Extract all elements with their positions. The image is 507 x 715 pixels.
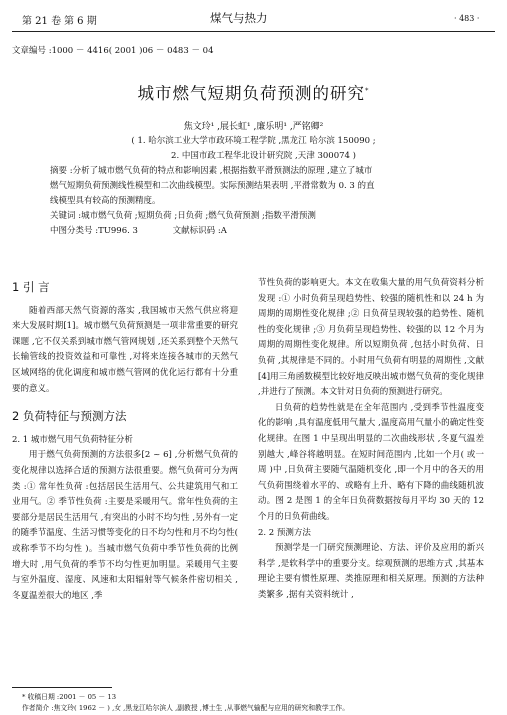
footnote-received: * 收稿日期 :2001 － 05 － 13 [22, 693, 117, 701]
abstract-line: 摘要 :分析了城市燃气负荷的特点和影响因素 ,根据指数平滑预测法的原理 ,建立了城市 [50, 166, 373, 176]
section-2-1-paragraph: 用于燃气负荷预测的方法很多[2 ~ 6] ,分析燃气负荷的变化规律以选择合适的预测方法很重要。燃气负荷可分为两类 :① 常年性负荷 :包括居民生活用气、公共建筑用气和工业用气。② 季节性负荷 :主要是采暖用气。常年性负荷的主要部分是居民生活用气 ,有突出的小时不均匀性 ,另外有一定的随季节温度、生活习惯等变化的日不均匀性和月不均匀性( 或称季节不均匀性 )。当城市燃气负荷中季节性负荷的比例增大时 ,用气负荷的季节不均匀性更加明显。采暖用气主要与室外温度、湿度、风速和太阳辐射等气候条件密切相关 ,冬夏温差很大的地区 ,季 [12, 450, 238, 601]
section-2-2-heading: 2. 2 预测方法 [258, 527, 311, 538]
title-mark: * [365, 86, 370, 95]
article-number: 文章编号 :1000 － 4416( 2001 )06 － 0483 － 04 [12, 46, 214, 56]
keywords: 关键词 :城市燃气负荷 ;短期负荷 ;日负荷 ;燃气负荷预测 ;指数平滑预测 [50, 211, 316, 221]
classification-line [50, 224, 470, 239]
abstract-block [50, 164, 470, 239]
right-paragraph-2: 日负荷的趋势性就是在全年范围内 ,受到季节性温度变化的影响 ,具有温度低用气量大 ,温度高用气量小的确定性变化规律。在图 1 中呈现出明显的二次曲线形状 ,冬夏气温差别越大 ,峰谷将越明显。在短时间范围内 ,比如一个月( 或一周 )中 ,日负荷主要随气温随机变化 ,即一个月中的各天的用气负荷围绕着水平的、或略有上升、略有下降的曲线随机波动。图 2 是图 1 的全年日负荷数据按每月平均 30 天的 12 个月的日负荷曲线。 [258, 402, 484, 522]
left-column [12, 276, 238, 604]
paper-title: 城市燃气短期负荷预测的研究* [137, 84, 370, 103]
footnote-rule [12, 687, 112, 688]
affiliation-2: 2. 中国市政工程华北设计研究院 ,天津 300074 ) [171, 151, 356, 161]
header-page: · 483 · [454, 14, 480, 23]
header-journal: 煤气与热力 [210, 11, 268, 25]
section-2-heading: 2 负荷特征与预测方法 [12, 409, 127, 424]
header-rule [12, 31, 495, 32]
footnote-author-bio: 作者简介 :焦文玲( 1962 － ) ,女 ,黑龙江哈尔滨人 ,副教授 ,博士生 ,从事燃气输配与应用的研究和教学工作。 [22, 704, 350, 712]
abstract-line: 燃气短期负荷预测线性模型和二次曲线模型。实际预测结果表明 ,平滑常数为 0. 3 的直 [50, 181, 375, 191]
affiliation-1: ( 1. 哈尔滨工业大学市政环境工程学院 ,黑龙江 哈尔滨 150090 ; [131, 136, 376, 146]
authors: 焦文玲¹ ,展长虹¹ ,廉乐明¹ ,严铭卿² [183, 122, 324, 132]
right-paragraph-3: 预测学是一门研究预测理论、方法、评价及应用的新兴科学 ,是软科学中的重要分支。综观预测的思维方式 ,其基本理论主要有惯性原理、类推原理和相关原理。预测的方法种类繁多 ,据有关资料统计 , [258, 543, 484, 600]
section-1-heading: 1 引 言 [12, 280, 50, 294]
classification-number: 中图分类号 :TU996. 3 [50, 226, 138, 236]
abstract-line: 线模型具有较高的预测精度。 [50, 196, 161, 206]
header-issue: 第 6 期 [64, 16, 97, 27]
right-column [258, 276, 484, 603]
section-1-paragraph: 随着西部天然气资源的落实 ,我国城市天然气供应将迎来大发展时期[1]。城市燃气负荷预测是一项非常重要的研究课题 ,它不仅关系到城市燃气管网规划 ,还关系到整个天然气长输管线的投资效益和可靠性 ,对将来连接各城市的天然气区域网络的优化调度和城市燃气管网的优化运行都有十分重要的意义。 [12, 305, 238, 394]
header-volume: 第 21 卷 [22, 16, 62, 27]
section-2-1-heading: 2. 1 城市燃气用气负荷特征分析 [12, 434, 133, 445]
right-paragraph-1: 节性负荷的影响更大。本文在收集大量的用气负荷资料分析发现 :① 小时负荷呈现趋势性、较强的随机性和以 24 h 为周期的周期性变化规律 ;② 日负荷呈现较强的趋势性、随机性的变化规律 ;③ 月负荷呈现趋势性、较强的以 12 个月为周期的周期性变化规律。所以短期负荷 ,包括小时负荷、日负荷 ,其规律是不同的。小时用气负荷有明显的周期性 ,文献[4]用三角函数模型比较好地反映出城市燃气负荷的变化规律 ,并进行了预测。本文针对日负荷的预测进行研究。 [258, 278, 484, 398]
document-code: 文献标识码 :A [172, 226, 227, 236]
